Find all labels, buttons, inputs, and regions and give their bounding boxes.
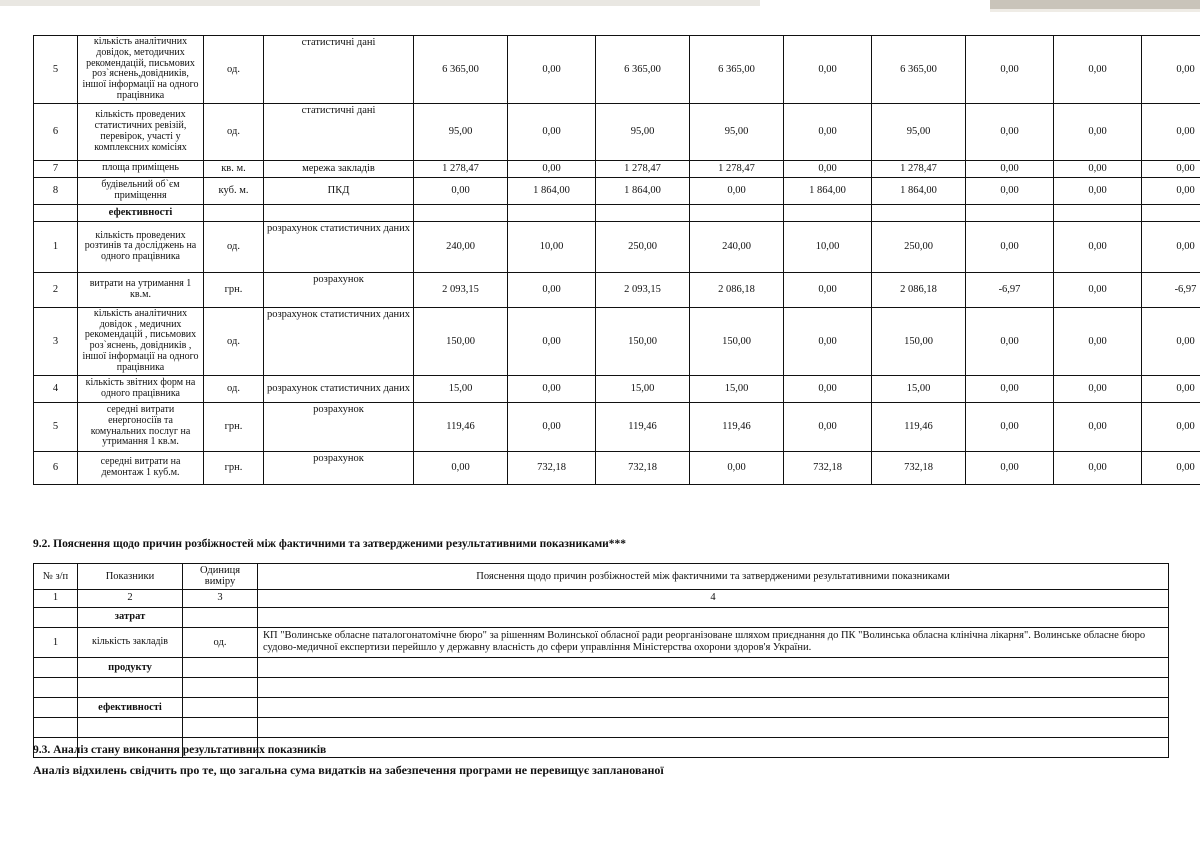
- row-indicator: [78, 678, 183, 698]
- row-unit: [183, 658, 258, 678]
- row-source: мережа закладів: [264, 160, 414, 177]
- row-value: 1 278,47: [414, 160, 508, 177]
- row-value: 0,00: [1054, 160, 1142, 177]
- row-source: розрахунок статистичних даних: [264, 375, 414, 402]
- row-value: 6 365,00: [690, 36, 784, 104]
- row-no: [34, 607, 78, 627]
- row-value: 0,00: [1142, 375, 1200, 402]
- row-unit: од.: [204, 36, 264, 104]
- row-value: 150,00: [872, 307, 966, 375]
- row-value: 732,18: [872, 451, 966, 484]
- row-value: 0,00: [1142, 103, 1200, 160]
- row-value: -6,97: [966, 272, 1054, 307]
- section-cell: [966, 204, 1054, 221]
- row-value: 15,00: [596, 375, 690, 402]
- row-value: 0,00: [966, 375, 1054, 402]
- row-no: 7: [34, 160, 78, 177]
- row-explanation: [258, 678, 1169, 698]
- table-row: [34, 36, 1200, 104]
- row-value: 0,00: [1054, 375, 1142, 402]
- scan-artifact-left: [0, 0, 760, 6]
- row-value: 0,00: [508, 375, 596, 402]
- row-no: 5: [34, 36, 78, 104]
- row-value: 0,00: [784, 375, 872, 402]
- row-name: будівельний об`єм приміщення: [78, 177, 204, 204]
- section-9-3-text: Аналіз відхилень свідчить про те, що загальна сума видатків на забезпечення програми не перевищує запланованої: [33, 763, 664, 777]
- row-value: 732,18: [784, 451, 872, 484]
- row-value: 0,00: [1142, 402, 1200, 451]
- row-value: 0,00: [1142, 307, 1200, 375]
- row-value: 0,00: [690, 177, 784, 204]
- row-value: 1 278,47: [596, 160, 690, 177]
- table-row: [34, 678, 1169, 698]
- row-value: 0,00: [1054, 307, 1142, 375]
- colnum-2: 2: [78, 589, 183, 607]
- header-explanation: Пояснення щодо причин розбіжностей між фактичними та затвердженими результативними показниками: [258, 564, 1169, 590]
- row-value: 0,00: [1142, 451, 1200, 484]
- row-source: розрахунок: [264, 402, 414, 451]
- row-no: 8: [34, 177, 78, 204]
- row-no: [34, 678, 78, 698]
- row-value: 250,00: [596, 221, 690, 272]
- row-value: 0,00: [508, 307, 596, 375]
- row-value: 732,18: [596, 451, 690, 484]
- table-row: [34, 402, 1200, 451]
- header-no: № з/п: [34, 564, 78, 590]
- scan-artifact-right: [990, 0, 1200, 9]
- table-section-row: [34, 607, 1169, 627]
- row-value: 0,00: [1054, 402, 1142, 451]
- row-no: 6: [34, 103, 78, 160]
- table-row: [34, 375, 1200, 402]
- section-cell: [1054, 204, 1142, 221]
- row-value: 10,00: [784, 221, 872, 272]
- row-value: 0,00: [508, 402, 596, 451]
- colnum-3: 3: [183, 589, 258, 607]
- row-unit: грн.: [204, 402, 264, 451]
- row-source: статистичні дані: [264, 103, 414, 160]
- row-value: 0,00: [414, 177, 508, 204]
- row-unit: грн.: [204, 451, 264, 484]
- row-name: кількість аналітичних довідок, методичних рекомендацій, письмових роз`яснень,довідників, іншої інформації на одного працівника: [78, 36, 204, 104]
- row-name: кількість аналітичних довідок , медичних рекомендацій , письмових роз`яснень, довідників , іншої інформації на одного працівника: [78, 307, 204, 375]
- row-value: 2 093,15: [596, 272, 690, 307]
- row-value: 0,00: [966, 177, 1054, 204]
- section-cell: [414, 204, 508, 221]
- row-explanation: [258, 607, 1169, 627]
- row-value: 0,00: [508, 160, 596, 177]
- row-unit: од.: [204, 307, 264, 375]
- row-value: 0,00: [784, 307, 872, 375]
- section-cell: [508, 204, 596, 221]
- row-name: витрати на утримання 1 кв.м.: [78, 272, 204, 307]
- row-value: 0,00: [966, 103, 1054, 160]
- row-value: 0,00: [966, 160, 1054, 177]
- row-source: розрахунок: [264, 272, 414, 307]
- row-value: 119,46: [414, 402, 508, 451]
- row-value: 150,00: [414, 307, 508, 375]
- row-unit: од.: [204, 221, 264, 272]
- row-value: 15,00: [414, 375, 508, 402]
- row-indicator: затрат: [78, 607, 183, 627]
- table-section-row: [34, 204, 1200, 221]
- row-value: 0,00: [1142, 36, 1200, 104]
- row-value: 6 365,00: [414, 36, 508, 104]
- row-name: кількість проведених статистичних ревізій, перевірок, участі у комплексних комісіях: [78, 103, 204, 160]
- row-value: 2 093,15: [414, 272, 508, 307]
- row-value: 0,00: [508, 103, 596, 160]
- row-value: 2 086,18: [872, 272, 966, 307]
- row-value: 0,00: [784, 402, 872, 451]
- row-value: 0,00: [508, 36, 596, 104]
- table-row: [34, 103, 1200, 160]
- row-value: 10,00: [508, 221, 596, 272]
- row-value: 0,00: [966, 307, 1054, 375]
- row-source: розрахунок: [264, 451, 414, 484]
- row-indicator: [78, 718, 183, 738]
- row-value: 95,00: [690, 103, 784, 160]
- row-source: розрахунок статистичних даних: [264, 307, 414, 375]
- row-value: 0,00: [690, 451, 784, 484]
- row-value: 0,00: [1054, 36, 1142, 104]
- row-explanation: [258, 658, 1169, 678]
- row-value: 0,00: [1054, 221, 1142, 272]
- row-value: 95,00: [872, 103, 966, 160]
- row-source: розрахунок статистичних даних: [264, 221, 414, 272]
- row-value: 150,00: [690, 307, 784, 375]
- explanations-table: [33, 563, 1169, 758]
- row-value: 15,00: [690, 375, 784, 402]
- section-cell: [596, 204, 690, 221]
- row-unit: кв. м.: [204, 160, 264, 177]
- section-9-3-heading: 9.3. Аналіз стану виконання результативних показників: [33, 744, 327, 756]
- section-source: [264, 204, 414, 221]
- row-name: середні витрати на демонтаж 1 куб.м.: [78, 451, 204, 484]
- row-indicator: ефективності: [78, 698, 183, 718]
- row-value: 250,00: [872, 221, 966, 272]
- row-value: 15,00: [872, 375, 966, 402]
- row-value: 0,00: [414, 451, 508, 484]
- row-unit: [183, 698, 258, 718]
- table-row: [34, 160, 1200, 177]
- row-value: -6,97: [1142, 272, 1200, 307]
- row-value: 0,00: [1054, 272, 1142, 307]
- row-value: 0,00: [784, 103, 872, 160]
- row-name: кількість звітних форм на одного працівника: [78, 375, 204, 402]
- row-value: 95,00: [596, 103, 690, 160]
- table-row: [34, 627, 1169, 658]
- row-value: 240,00: [690, 221, 784, 272]
- section-cell: [1142, 204, 1200, 221]
- row-unit: [183, 678, 258, 698]
- section-9-2-heading: 9.2. Пояснення щодо причин розбіжностей між фактичними та затвердженими результативними показниками***: [33, 538, 627, 550]
- row-name: середні витрати енергоносіїв та комунальних послуг на утримання 1 кв.м.: [78, 402, 204, 451]
- header-indicator: Показники: [78, 564, 183, 590]
- row-value: 0,00: [784, 36, 872, 104]
- section-label: ефективності: [78, 204, 204, 221]
- row-value: 0,00: [1142, 160, 1200, 177]
- section-unit: [204, 204, 264, 221]
- row-value: 732,18: [508, 451, 596, 484]
- row-no: 4: [34, 375, 78, 402]
- row-value: 1 278,47: [690, 160, 784, 177]
- row-unit: [183, 718, 258, 738]
- row-value: 1 864,00: [596, 177, 690, 204]
- row-value: 119,46: [690, 402, 784, 451]
- row-value: 0,00: [966, 221, 1054, 272]
- row-value: 0,00: [966, 451, 1054, 484]
- table-section-row: [34, 698, 1169, 718]
- row-indicator: кількість закладів: [78, 627, 183, 658]
- row-no: [34, 658, 78, 678]
- row-no: 2: [34, 272, 78, 307]
- row-value: 119,46: [596, 402, 690, 451]
- row-unit: куб. м.: [204, 177, 264, 204]
- row-unit: грн.: [204, 272, 264, 307]
- row-no: 1: [34, 221, 78, 272]
- section-cell: [784, 204, 872, 221]
- row-value: 6 365,00: [872, 36, 966, 104]
- table-numbering-row: [34, 589, 1169, 607]
- row-name: площа приміщень: [78, 160, 204, 177]
- row-value: 119,46: [872, 402, 966, 451]
- row-indicator: продукту: [78, 658, 183, 678]
- row-value: 1 278,47: [872, 160, 966, 177]
- row-no: 5: [34, 402, 78, 451]
- row-explanation: [258, 738, 1169, 758]
- table-row: [34, 718, 1169, 738]
- row-value: 0,00: [1054, 103, 1142, 160]
- table-row: [34, 177, 1200, 204]
- table-row: [34, 221, 1200, 272]
- table-row: [34, 307, 1200, 375]
- row-value: 240,00: [414, 221, 508, 272]
- header-unit: Одиниця виміру: [183, 564, 258, 590]
- row-value: 1 864,00: [872, 177, 966, 204]
- row-name: кількість проведених розтинів та досліджень на одного працівника: [78, 221, 204, 272]
- table-row: [34, 272, 1200, 307]
- row-value: 0,00: [1142, 177, 1200, 204]
- row-explanation: КП "Волинське обласне паталогонатомічне бюро" за рішенням Волинської обласної ради реорганізоване шляхом приєднання до ПК "Волинська обласна клінічна лікарня". Волинське обласне бюро судово-медичної експертизи перейшло у державну власність до сфери управління Міністерства охорони здоров'я України.: [258, 627, 1169, 658]
- colnum-4: 4: [258, 589, 1169, 607]
- scan-artifact-right-light: [990, 9, 1200, 12]
- results-indicators-table: [33, 35, 1200, 485]
- section-cell: [690, 204, 784, 221]
- row-value: 150,00: [596, 307, 690, 375]
- row-no: 3: [34, 307, 78, 375]
- row-value: 6 365,00: [596, 36, 690, 104]
- colnum-1: 1: [34, 589, 78, 607]
- table-row: [34, 451, 1200, 484]
- table-header-row: [34, 564, 1169, 590]
- section-cell: [872, 204, 966, 221]
- row-value: 0,00: [966, 36, 1054, 104]
- row-no: 6: [34, 451, 78, 484]
- row-value: 0,00: [1054, 451, 1142, 484]
- row-value: 95,00: [414, 103, 508, 160]
- row-value: 2 086,18: [690, 272, 784, 307]
- row-explanation: [258, 698, 1169, 718]
- row-unit: [183, 607, 258, 627]
- row-value: 0,00: [966, 402, 1054, 451]
- row-value: 1 864,00: [508, 177, 596, 204]
- row-value: 0,00: [1054, 177, 1142, 204]
- row-value: 1 864,00: [784, 177, 872, 204]
- row-unit: од.: [183, 627, 258, 658]
- table-section-row: [34, 658, 1169, 678]
- row-no: 1: [34, 627, 78, 658]
- row-value: 0,00: [784, 272, 872, 307]
- row-source: ПКД: [264, 177, 414, 204]
- row-unit: од.: [204, 375, 264, 402]
- row-unit: од.: [204, 103, 264, 160]
- row-value: 0,00: [784, 160, 872, 177]
- row-value: 0,00: [1142, 221, 1200, 272]
- section-no: [34, 204, 78, 221]
- row-explanation: [258, 718, 1169, 738]
- row-source: статистичні дані: [264, 36, 414, 104]
- row-no: [34, 698, 78, 718]
- row-no: [34, 718, 78, 738]
- row-value: 0,00: [508, 272, 596, 307]
